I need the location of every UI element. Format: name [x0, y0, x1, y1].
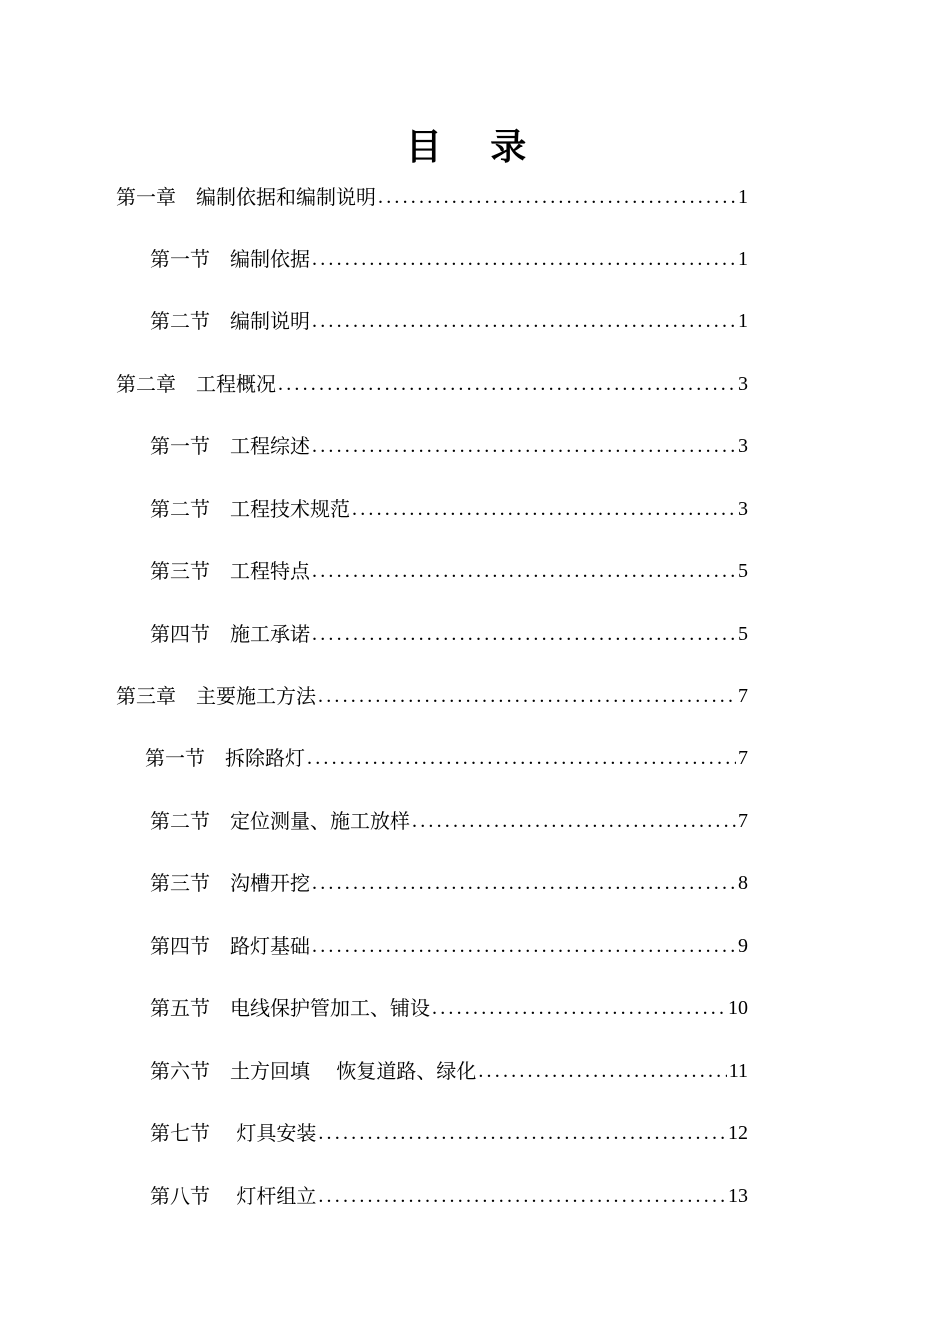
leader-dots [412, 806, 736, 836]
toc-entry-label: 第五节 电线保护管加工、铺设 [150, 996, 430, 1020]
toc-entry-page: 5 [738, 560, 748, 582]
toc-entry-chapter-2[interactable] [116, 369, 748, 399]
toc-entry-section[interactable] [150, 619, 748, 649]
toc-entry-page: 1 [738, 186, 748, 208]
toc-entry-label: 第四节 路灯基础 [150, 934, 310, 958]
toc-entry-label: 第二节 定位测量、施工放样 [150, 809, 410, 833]
toc-entry-section[interactable] [150, 868, 748, 898]
toc-entry-page: 3 [738, 435, 748, 457]
leader-dots [478, 1056, 726, 1086]
toc-entry-label: 第一章 编制依据和编制说明 [116, 185, 376, 209]
toc-entry-page: 10 [728, 997, 748, 1019]
toc-entry-section[interactable] [150, 244, 748, 274]
leader-dots [432, 993, 726, 1023]
leader-dots [312, 556, 736, 586]
toc-entry-label: 第三节 沟槽开挖 [150, 871, 310, 895]
toc-entry-section[interactable] [145, 743, 748, 773]
toc-entry-section[interactable] [150, 1181, 748, 1211]
toc-entry-label: 第二节 编制说明 [150, 309, 310, 333]
toc-entry-page: 1 [738, 248, 748, 270]
toc-entry-page: 5 [738, 623, 748, 645]
toc-entry-label: 第一节 拆除路灯 [145, 746, 305, 770]
toc-entry-page: 1 [738, 310, 748, 332]
toc-entry-section[interactable] [150, 806, 748, 836]
toc-entry-chapter-3[interactable] [116, 681, 748, 711]
toc-entry-page: 9 [738, 935, 748, 957]
toc-entry-section[interactable] [150, 931, 748, 961]
toc-entry-page: 7 [738, 810, 748, 832]
leader-dots [318, 1118, 726, 1148]
toc-entry-label: 第三节 工程特点 [150, 559, 310, 583]
leader-dots [307, 743, 736, 773]
leader-dots [312, 868, 736, 898]
toc-entry-page: 7 [738, 747, 748, 769]
toc-entry-page: 3 [738, 498, 748, 520]
toc-entry-label: 第四节 施工承诺 [150, 622, 310, 646]
toc-entry-section[interactable] [150, 431, 748, 461]
leader-dots [318, 1181, 726, 1211]
leader-dots [352, 494, 736, 524]
leader-dots [278, 369, 736, 399]
toc-entry-page: 3 [738, 373, 748, 395]
toc-entry-label: 第一节 编制依据 [150, 247, 310, 271]
toc-entry-section[interactable] [150, 306, 748, 336]
toc-entry-label: 第一节 工程综述 [150, 434, 310, 458]
toc-entry-section[interactable] [150, 556, 748, 586]
toc-entry-chapter-1[interactable] [116, 182, 748, 212]
leader-dots [312, 306, 736, 336]
toc-entry-section[interactable] [150, 993, 748, 1023]
toc-entry-section[interactable] [150, 1056, 748, 1086]
leader-dots [312, 619, 736, 649]
toc-entry-label: 第二节 工程技术规范 [150, 497, 350, 521]
toc-entry-label: 第六节 土方回填 恢复道路、绿化 [150, 1059, 477, 1083]
leader-dots [318, 681, 736, 711]
toc-entry-page: 12 [728, 1122, 748, 1144]
toc-entry-label: 第八节 灯杆组立 [150, 1184, 317, 1208]
toc-entry-page: 13 [728, 1185, 748, 1207]
leader-dots [312, 244, 736, 274]
leader-dots [312, 931, 736, 961]
toc-entry-section[interactable] [150, 1118, 748, 1148]
leader-dots [312, 431, 736, 461]
toc-entry-page: 11 [728, 1060, 748, 1082]
toc-entry-page: 7 [738, 685, 748, 707]
toc-entry-page: 8 [738, 872, 748, 894]
toc-entry-label: 第三章 主要施工方法 [116, 684, 316, 708]
page-title: 目 录 [405, 127, 545, 168]
toc-entry-label: 第二章 工程概况 [116, 372, 276, 396]
leader-dots [378, 182, 736, 212]
toc-entry-section[interactable] [150, 494, 748, 524]
toc-entry-label: 第七节 灯具安装 [150, 1121, 317, 1145]
